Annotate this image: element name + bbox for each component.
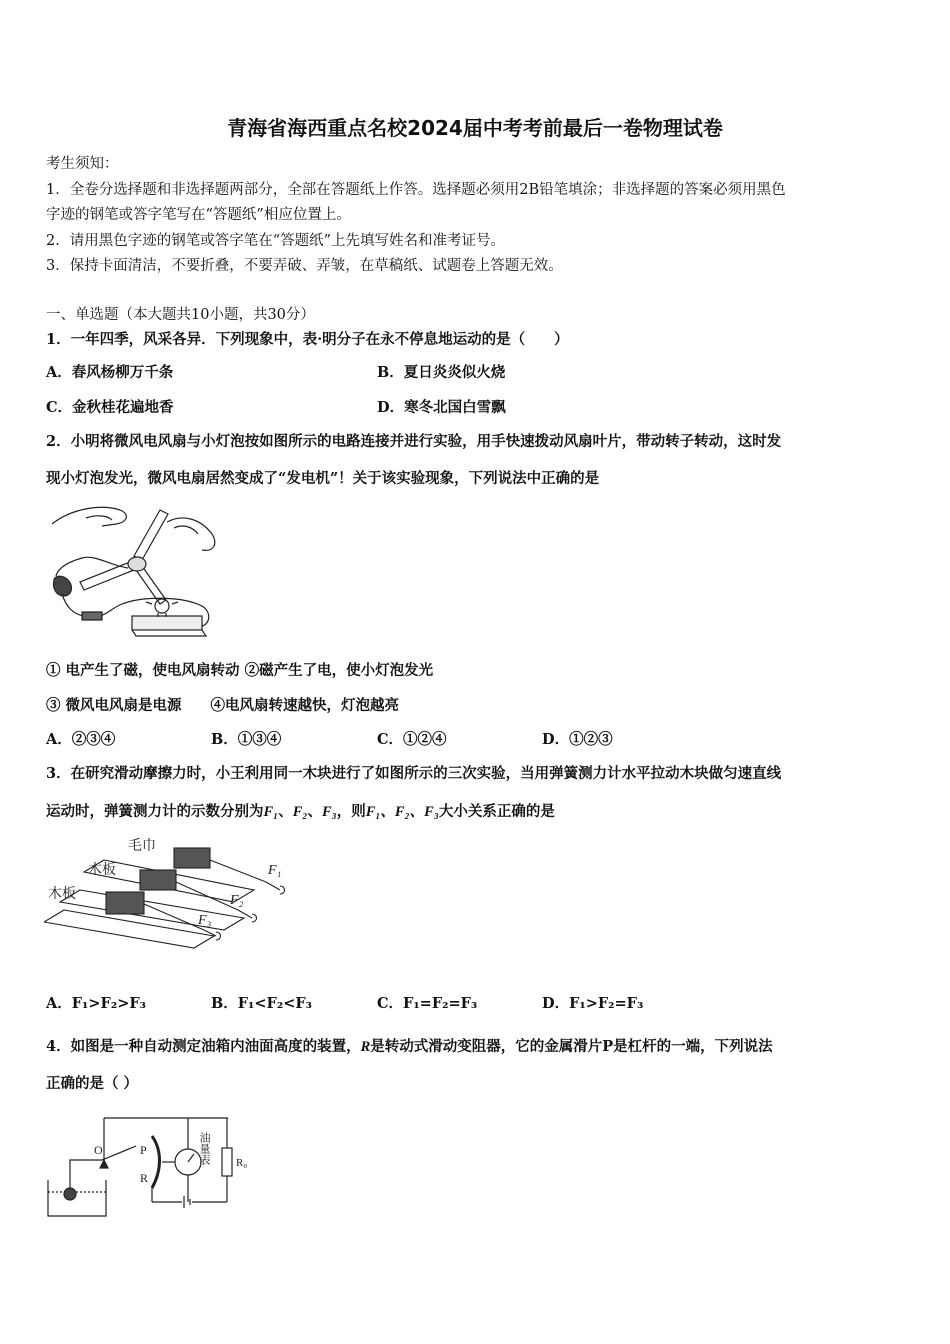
q1-option-a[interactable]: A．春风杨柳万千条 (46, 364, 174, 381)
pivot-label-o: O (94, 1143, 103, 1157)
q2-option-b[interactable]: B．①③④ (211, 731, 282, 748)
q3-stem-separator: 、 (307, 803, 322, 820)
section-heading: 一、单选题（本大题共10小题，共30分） (46, 307, 315, 323)
exam-title: 青海省海西重点名校2024届中考考前最后一卷物理试卷 (227, 116, 723, 140)
q3-f2: F₂ (292, 804, 308, 820)
question-2-stem-line1: 2．小明将微风电风扇与小灯泡按如图所示的电路连接并进行实验，用手快速拨动风扇叶片，带动转子转动，这时发 (46, 433, 782, 450)
question-4-stem-line2: 正确的是（ ） (46, 1075, 139, 1092)
fan-circuit-figure (42, 496, 232, 644)
board-label-1: 木板 (88, 863, 116, 878)
q4-stem-text: 4．如图是一种自动测定油箱内油面高度的装置， (46, 1038, 361, 1055)
q1-option-c[interactable]: C．金秋桂花遍地香 (46, 399, 174, 416)
q3-option-b[interactable]: B．F₁<F₂<F₃ (211, 995, 312, 1012)
question-3-stem-line2 (46, 800, 555, 821)
towel-label: 毛巾 (128, 839, 156, 854)
q2-statements-line2: ③ 微风电风扇是电源 ④电风扇转速越快，灯泡越亮 (46, 697, 400, 714)
force-label-f1: F₁ (268, 863, 282, 878)
resistor-label-r: R (140, 1171, 149, 1185)
q3-option-d[interactable]: D．F₁>F₂=F₃ (542, 995, 644, 1012)
q3-f123: F₁、F₂、F₃ (365, 804, 439, 820)
q1-option-d[interactable]: D．寒冬北国白雪飘 (377, 399, 506, 416)
notice-item: 1．全卷分选择题和非选择题两部分，全部在答题纸上作答。选择题必须用2B铅笔填涂；非选择题的答案必须用黑色 (46, 182, 786, 198)
force-label-f2: F₂ (230, 893, 244, 908)
q3-option-c[interactable]: C．F₁=F₂=F₃ (377, 995, 478, 1012)
board-label-2: 木板 (48, 887, 76, 902)
notice-item: 3．保持卡面清洁，不要折叠，不要弄破、弄皱，在草稿纸、试题卷上答题无效。 (46, 258, 563, 274)
question-4-stem-line1 (46, 1035, 773, 1056)
oil-gauge-label: 油量表 (198, 1132, 210, 1165)
question-2-stem-line2: 现小灯泡发光，微风电扇居然变成了“发电机”！关于该实验现象，下列说法中正确的是 (46, 470, 600, 487)
q3-f3: F₃ (321, 804, 337, 820)
q3-stem-text: 大小关系正确的是 (438, 803, 555, 820)
notice-heading: 考生须知： (46, 156, 119, 172)
q3-stem-text: ，则 (336, 803, 366, 820)
q3-option-a[interactable]: A．F₁>F₂>F₃ (46, 995, 146, 1012)
q4-r-symbol: R (360, 1039, 371, 1055)
r0-label: R₀ (236, 1157, 248, 1169)
oil-gauge-figure (44, 1110, 264, 1222)
q2-option-a[interactable]: A．②③④ (46, 731, 116, 748)
force-label-f3: F₃ (198, 913, 212, 928)
slider-label-p: P (140, 1143, 147, 1157)
q2-option-d[interactable]: D．①②③ (542, 731, 613, 748)
q4-stem-text: 是转动式滑动变阻器，它的金属滑片P是杠杆的一端，下列说法 (370, 1038, 773, 1055)
notice-item: 字迹的钢笔或答字笔写在“答题纸”相应位置上。 (46, 207, 351, 223)
q3-f1: F₁ (263, 804, 279, 820)
question-1-stem: 1．一年四季，风采各异．下列现象中，表·明分子在永不停息地运动的是（ ） (46, 331, 569, 348)
q1-option-b[interactable]: B．夏日炎炎似火烧 (377, 364, 506, 381)
friction-experiment-figure (44, 830, 294, 960)
notice-item: 2．请用黑色字迹的钢笔或答字笔在“答题纸”上先填写姓名和准考证号。 (46, 233, 506, 249)
q2-statements-line1: ① 电产生了磁，使电风扇转动 ②磁产生了电，使小灯泡发光 (46, 662, 434, 679)
question-3-stem-line1: 3．在研究滑动摩擦力时，小王利用同一木块进行了如图所示的三次实验，当用弹簧测力计水平拉动木块做匀速直线 (46, 765, 782, 782)
q2-option-c[interactable]: C．①②④ (377, 731, 447, 748)
q3-stem-text: 运动时，弹簧测力计的示数分别为 (46, 803, 264, 820)
q3-stem-separator: 、 (278, 803, 293, 820)
